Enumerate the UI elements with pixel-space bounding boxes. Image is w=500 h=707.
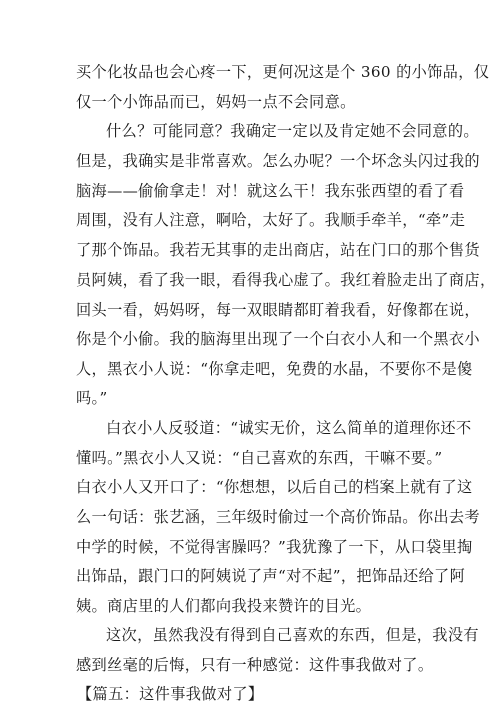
text-line: 买个化妆品也会心疼一下，更何况这是个 360 的小饰品，仅 bbox=[76, 63, 490, 81]
text-line: 了那个饰品。我若无其事的走出商店，站在门口的那个售货 bbox=[76, 241, 480, 259]
text-line: 懂吗。”黑衣小人又说：“自己喜欢的东西，干嘛不要。” bbox=[76, 449, 443, 467]
paragraph-start-line: 这次，虽然我没有得到自己喜欢的东西，但是，我没有 bbox=[106, 626, 479, 644]
text-line: 你是个小偷。我的脑海里出现了一个白衣小人和一个黑衣小 bbox=[76, 330, 480, 348]
text-line: 白衣小人又开口了：“你想想，以后自己的档案上就有了这 bbox=[76, 478, 473, 496]
text-line: 出饰品，跟门口的阿姨说了声“对不起”，把饰品还给了阿 bbox=[76, 567, 466, 585]
paragraph-start-line: 什么？可能同意？我确定一定以及肯定她不会同意的。 bbox=[106, 122, 479, 140]
paragraph-start-line: 白衣小人反驳道：“诚实无价，这么简单的道理你还不 bbox=[106, 419, 472, 437]
text-line: 姨。商店里的人们都向我投来赞许的目光。 bbox=[76, 597, 372, 615]
text-line: 周围，没有人注意，啊哈，太好了。我顺手牵羊，“牵”走 bbox=[76, 211, 466, 229]
text-line: 中学的时候，不觉得害臊吗？”我犹豫了一下，从口袋里掏 bbox=[76, 538, 473, 556]
text-line: 回头一看，妈妈呀，每一双眼睛都盯着我看，好像都在说， bbox=[76, 301, 480, 319]
text-line: 吗。” bbox=[76, 389, 108, 407]
text-line: 人，黑衣小人说：“你拿走吧，免费的水晶，不要你不是傻 bbox=[76, 360, 473, 378]
text-line: 么一句话：张艺涵，三年级时偷过一个高价饰品。你出去考 bbox=[76, 508, 480, 526]
section-heading: 【篇五：这件事我做对了】 bbox=[77, 685, 264, 703]
text-line: 脑海——偷偷拿走！对！就这么干！我东张西望的看了看 bbox=[76, 182, 465, 200]
text-line: 感到丝毫的后悔，只有一种感觉：这件事我做对了。 bbox=[76, 656, 434, 674]
text-line: 员阿姨，看了我一眼，看得我心虚了。我红着脸走出了商店， bbox=[76, 271, 496, 289]
text-line: 仅一个小饰品而已，妈妈一点不会同意。 bbox=[76, 93, 356, 111]
text-line: 但是，我确实是非常喜欢。怎么办呢？一个坏念头闪过我的 bbox=[76, 152, 480, 170]
